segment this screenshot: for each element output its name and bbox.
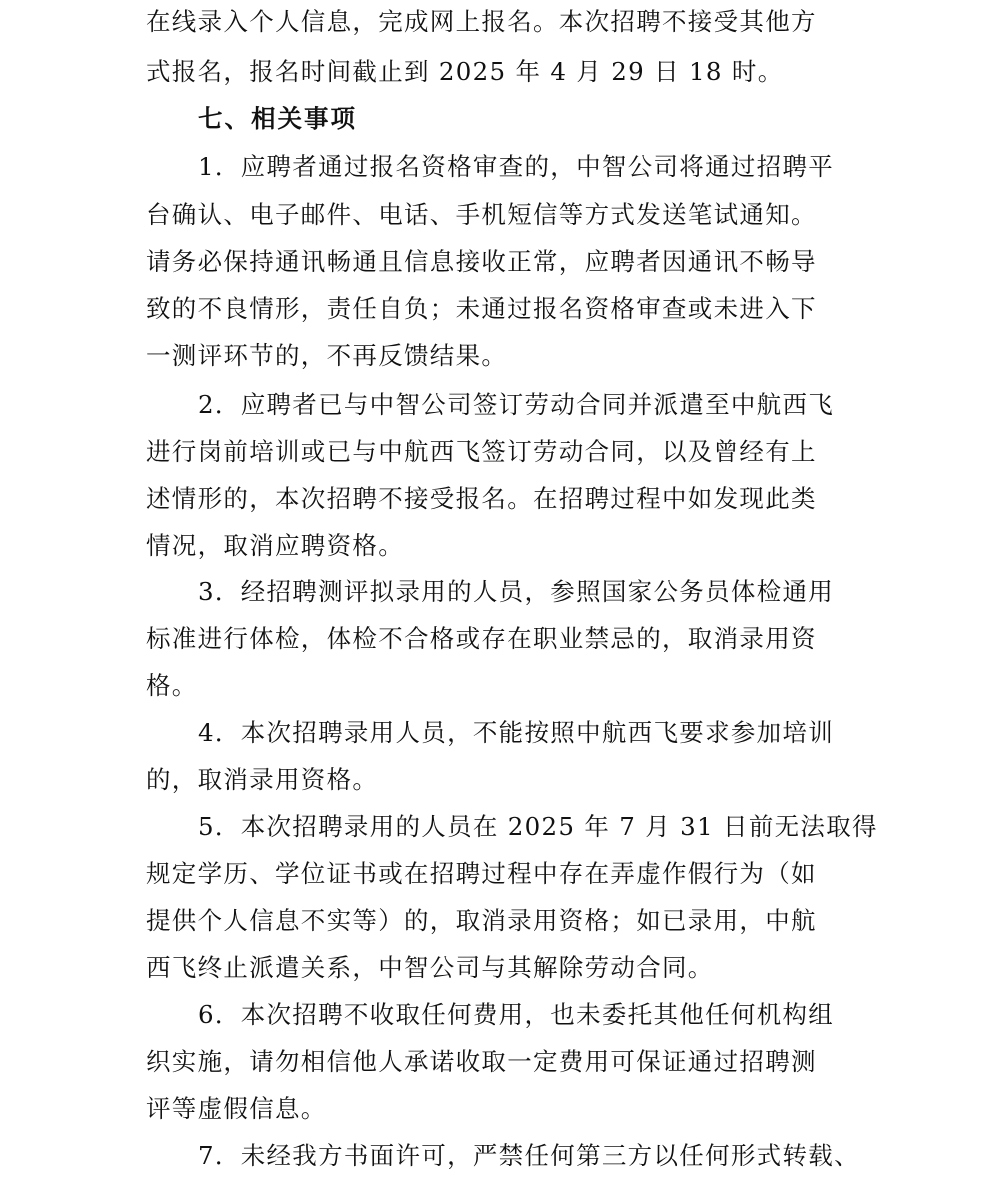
item-2-line-4: 情况，取消应聘资格。 [146,531,404,560]
item-1-line-4: 致的不良情形，责任自负；未通过报名资格审查或未进入下 [146,294,817,323]
item-1-line-2: 台确认、电子邮件、电话、手机短信等方式发送笔试通知。 [146,200,817,229]
intro-line-2: 式报名，报名时间截止到 2025 年 4 月 29 日 18 时。 [146,57,784,86]
item-5-line-4: 西飞终止派遣关系，中智公司与其解除劳动合同。 [146,953,714,982]
item-6-line-1: 6．本次招聘不收取任何费用，也未委托其他任何机构组 [198,1000,835,1029]
item-5-line-1: 5．本次招聘录用的人员在 2025 年 7 月 31 日前无法取得 [198,812,878,841]
item-3-line-3: 格。 [146,671,198,700]
item-1-line-5: 一测评环节的，不再反馈结果。 [146,341,508,370]
item-3-line-1: 3．经招聘测评拟录用的人员，参照国家公务员体检通用 [198,577,835,606]
item-5-line-3: 提供个人信息不实等）的，取消录用资格；如已录用，中航 [146,906,817,935]
intro-line-1: 在线录入个人信息，完成网上报名。本次招聘不接受其他方 [146,7,817,36]
item-7-line-1: 7．未经我方书面许可，严禁任何第三方以任何形式转载、 [198,1141,860,1170]
item-2-line-3: 述情形的，本次招聘不接受报名。在招聘过程中如发现此类 [146,484,817,513]
item-5-line-2: 规定学历、学位证书或在招聘过程中存在弄虚作假行为（如 [146,859,817,888]
item-1-line-1: 1．应聘者通过报名资格审查的，中智公司将通过招聘平 [198,152,835,181]
item-2-line-1: 2．应聘者已与中智公司签订劳动合同并派遣至中航西飞 [198,390,835,419]
section-heading: 七、相关事项 [198,104,357,133]
item-6-line-2: 织实施，请勿相信他人承诺收取一定费用可保证通过招聘测 [146,1047,817,1076]
item-4-line-2: 的，取消录用资格。 [146,765,379,794]
item-2-line-2: 进行岗前培训或已与中航西飞签订劳动合同，以及曾经有上 [146,437,817,466]
item-4-line-1: 4．本次招聘录用人员，不能按照中航西飞要求参加培训 [198,718,835,747]
item-6-line-3: 评等虚假信息。 [146,1094,327,1123]
item-3-line-2: 标准进行体检，体检不合格或存在职业禁忌的，取消录用资 [146,624,817,653]
item-1-line-3: 请务必保持通讯畅通且信息接收正常，应聘者因通讯不畅导 [146,247,817,276]
